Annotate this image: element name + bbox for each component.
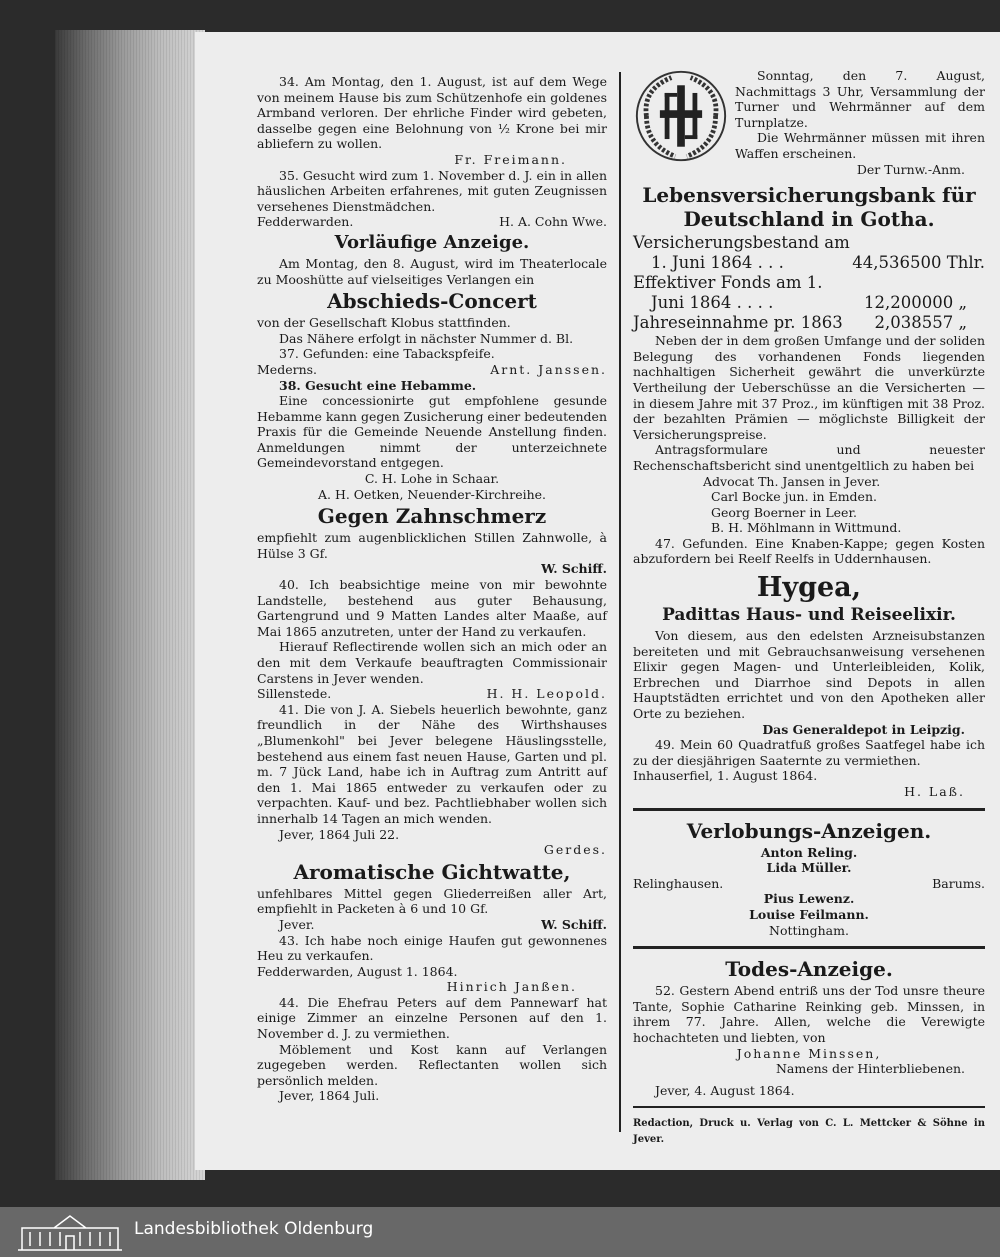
bank-agent-4: B. H. Möhlmann in Wittmund. [711,520,902,536]
library-label: Landesbibliothek Oldenburg [134,1219,374,1239]
abschied-text-2: Das Nähere erfolgt in nächster Nummer d. Bl. [279,330,574,346]
gicht-footer [257,917,607,933]
ad-40-place: Sillenstede. [257,686,332,702]
bank-agent-3: Georg Boerner in Leer. [711,504,858,520]
ad-41-signature: Gerdes. [543,842,607,858]
bank-line-3: Effektiver Fonds am 1. [633,273,823,293]
turner-signature: Der Turnw.-Anm. [856,161,965,177]
rule-1 [633,808,985,811]
ad-35: 35. Gesucht wird zum 1. November d. J. ein in allen häuslichen Arbeiten erfahrenes, mit guten Zeugnissen versehenes Dienstmädchen. [257,167,607,214]
zahn-text: empfiehlt zum augenblicklichen Stillen Zahnwolle, à Hülse 3 Gf. [257,530,607,561]
verlobung-place-3: Nottingham. [769,922,849,938]
bank-text: Neben der in dem großen Umfange und der soliden Belegung des vorhandenen Fonds liegenden nachhaltigen Sicherheit gewährt die unverkürzte Vertheilung der Ueberschüsse an die Versicherten — in diesem Jahre mit 37 Proz., im künftigen mit 38 Proz. der bezahlten Prämien — möglichste Billigkeit der Versicherungspreise. [633,333,985,442]
todes-signature-2: Namens der Hinterbliebenen. [775,1061,965,1077]
hygea-signature: Das Generaldepot in Leipzig. [762,721,965,737]
abschied-text-1: von der Gesellschaft Klobus stattfinden. [257,315,511,331]
book-page-edges [55,30,205,1180]
ad-49-signature: H. Laß. [904,784,965,799]
turner-notice: Sonntag, den 7. August, Nachmittags 3 Uhr, Versammlung der Turner und Wehrmänner auf dem Turnplatze. [735,68,985,130]
ad-34: 34. Am Montag, den 1. August, ist auf dem Wege von meinem Hause bis zum Schützenhofe ein goldenes Armband verloren. Der ehrliche Finder wird gebeten, dasselbe gegen eine Belohnung von ½ Krone bei mir abliefern zu wollen. [257,74,607,152]
ad-41: 41. Die von J. A. Siebels heuerlich bewohnte, ganz freundlich in der Nähe des Wirthshauses „Blumenkohl" bei Jever belegene Häuslingsstelle, bestehend aus einem fast neuen Hause, Garten und pl. m. 7 Jück Land, habe ich in Auftrag zum Antritt auf den 1. Mai 1865 entweder zu verkaufen oder zu verpachten. Kauf- und bez. Pachtliebhaber wollen sich innerhalb 14 Tagen an mich wenden. [257,701,607,826]
ad-49: 49. Mein 60 Quadratfuß großes Saatfegel habe ich zu der diesjährigen Saaternte zu vermiethen. [633,737,985,768]
ad-41-date: Jever, 1864 Juli 22. [279,826,400,842]
ad-35-footer [257,214,607,230]
bank-line-4-label: Juni 1864 . . . . [651,293,774,313]
ad-49-date: Inhauserfiel, 1. August 1864. [633,768,818,784]
heading-todes-anzeige: Todes-Anzeige. [725,957,893,982]
bank-line-5 [633,313,985,333]
gicht-place: Jever. [279,916,315,932]
ad-37: 37. Gefunden: eine Tabackspfeife. [279,346,495,362]
bank-line-1: Versicherungsbestand am [633,233,850,253]
ad-38: Eine concessionirte gut empfohlene gesunde Hebamme kann gegen Zusicherung einer bedeutenden Praxis für die Gemeinde Neuende Anstellung finden. Anmeldungen nimmt der unterzeichnete Gemeindevorstand entgegen. [257,393,607,471]
bank-line-2-value: 44,536500 Thlr. [852,253,985,273]
bank-line-4 [633,293,985,313]
ad-37-footer [257,362,607,378]
right-column [633,68,985,1148]
bank-line-2 [633,253,985,273]
vorlaeufige-text: Am Montag, den 8. August, wird im Theaterlocale zu Mooshütte auf vielseitiges Verlangen ein [257,255,607,287]
todes-text: 52. Gestern Abend entriß uns der Tod unsre theure Tante, Sophie Catharine Reinking geb. Minssen, in ihrem 77. Jahre. Allen, welche die Verewigte hochachteten und liebten, von [633,983,985,1045]
bank-line-5-label: Jahreseinnahme pr. 1863 [633,313,843,333]
ad-43: 43. Ich habe noch einige Haufen gut gewonnenes Heu zu verkaufen. [257,932,607,964]
left-column [257,74,607,1104]
ad-38-signature-2: A. H. Oetken, Neuender-Kirchreihe. [317,486,547,502]
ad-35-place: Fedderwarden. [257,214,354,230]
library-building-icon [16,1212,124,1252]
turner-emblem-icon [633,68,729,164]
verlobung-name-4: Louise Feilmann. [749,906,869,922]
todes-signature-1: Johanne Minssen, [736,1045,882,1061]
ad-35-signature: H. A. Cohn Wwe. [499,214,607,230]
verlobung-place-1: Relinghausen. [633,875,724,891]
verlobung-places [633,876,985,892]
bank-line-4-value: 12,200000 „ [863,293,967,313]
ad-44b: Möblement und Kost kann auf Verlangen zugegeben werden. Reflectanten wollen sich persönlich melden. [257,1041,607,1088]
zahn-signature: W. Schiff. [541,561,607,577]
verlobung-name-2: Lida Müller. [766,860,852,876]
heading-gegen-zahnschmerz: Gegen Zahnschmerz [317,504,547,529]
ad-43-date: Fedderwarden, August 1. 1864. [257,963,458,979]
library-footer [0,1207,1000,1257]
verlobung-place-2: Barums. [932,875,985,891]
ad-40b: Hierauf Reflectirende wollen sich an mich oder an den mit dem Verkaufe beauftragten Commissionair Carstens in Jever wenden. [257,639,607,686]
verlobung-name-3: Pius Lewenz. [763,891,855,907]
ad-47: 47. Gefunden. Eine Knaben-Kappe; gegen Kosten abzufordern bei Reelf Reelfs in Uddernhausen. [633,535,985,567]
gicht-text: unfehlbares Mittel gegen Gliederreißen aller Art, empfiehlt in Packeten à 6 und 10 Gf. [257,885,607,917]
turner-notice-2: Die Wehrmänner müssen mit ihren Waffen erscheinen. [735,130,985,161]
ad-44: 44. Die Ehefrau Peters auf dem Pannewarf hat einige Zimmer an einzelne Personen auf den 1. November d. J. zu vermiethen. [257,994,607,1042]
heading-hygea: Hygea, [756,572,862,604]
heading-verlobungs-anzeigen: Verlobungs-Anzeigen. [686,818,932,843]
imprint: Redaction, Druck u. Verlag von C. L. Mettcker & Söhne in Jever. [633,1118,985,1145]
bank-line-2-label: 1. Juni 1864 . . . [651,253,784,273]
heading-lebensversicherungsbank: Lebensversicherungsbank für Deutschland in Gotha. [642,183,976,232]
bank-text-2: Antragsformulare und neuester Rechenschaftsbericht sind unentgeltlich zu haben bei [633,442,985,473]
hygea-text: Von diesem, aus den edelsten Arzneisubstanzen bereiteten und mit Gebrauchsanweisung versehenen Elixir gegen Magen- und Unterleibleiden, Kolik, Erbrechen und Diarrhoe sind Depots in allen Hauptstädten errichtet und von den Apotheken aller Orte zu beziehen. [633,628,985,722]
ad-40: 40. Ich beabsichtige meine von mir bewohnte Landstelle, bestehend aus guter Behausung, Gartengrund und 9 Matten Landes alter Maaße, auf Mai 1865 anzutreten, unter der Hand zu verkaufen. [257,577,607,639]
ad-37-signature: Arnt. Janssen. [490,361,607,377]
bank-line-5-value: 2,038557 „ [874,313,967,333]
verlobung-name-1: Anton Reling. [760,844,858,860]
column-divider [619,72,621,1132]
bank-agent-2: Carl Bocke jun. in Emden. [711,489,877,505]
ad-43-signature: Hinrich Janßen. [446,979,577,995]
ad-38-signature-1: C. H. Lohe in Schaar. [364,471,500,487]
newspaper-page [195,32,1000,1170]
heading-gichtwatte: Aromatische Gichtwatte, [293,859,571,884]
ad-38-heading: 38. Gesucht eine Hebamme. [279,377,477,393]
ad-44-date: Jever, 1864 Juli. [279,1088,380,1104]
gicht-signature: W. Schiff. [541,916,607,932]
ad-40-signature: H. H. Leopold. [486,686,607,702]
heading-abschieds-concert: Abschieds-Concert [327,289,537,314]
heading-vorlaeufige-anzeige: Vorläufige Anzeige. [334,231,530,253]
ad-40-footer [257,686,607,702]
ad-37-place: Mederns. [257,361,318,377]
todes-date: Jever, 4. August 1864. [655,1082,795,1098]
heading-hygea-subtitle: Padittas Haus- und Reiseelixir. [662,605,956,626]
rule-3 [633,1106,985,1108]
bank-agent-1: Advocat Th. Jansen in Jever. [703,473,881,489]
rule-2 [633,946,985,949]
ad-34-signature: Fr. Freimann. [454,151,567,167]
